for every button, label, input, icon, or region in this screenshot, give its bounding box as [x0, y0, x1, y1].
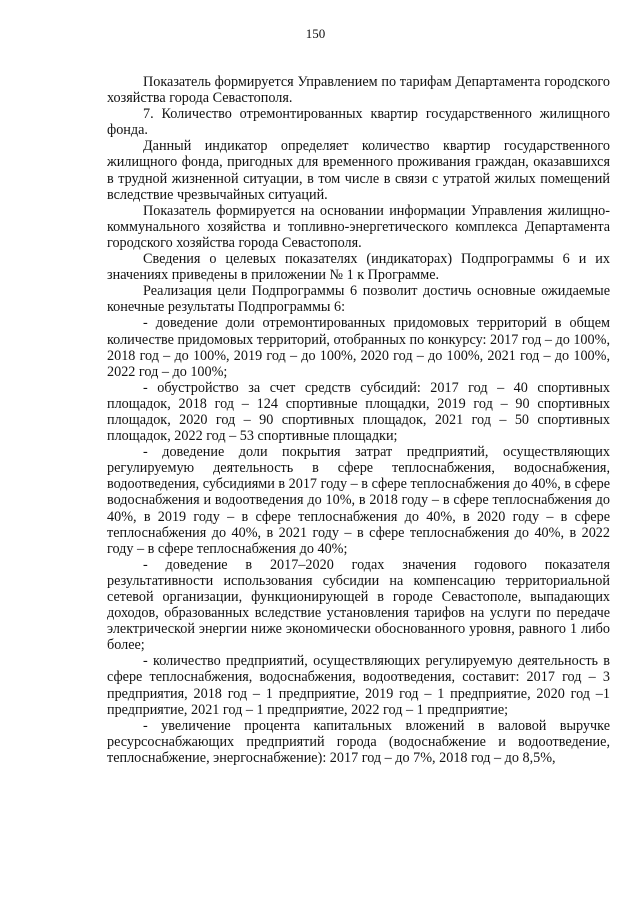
document-body — [107, 74, 610, 766]
list-item-yard-repair-share: - доведение доли отремонтированных придомовых территорий в общем количестве придомовых территорий, отобранных по конкурсу: 2017 год – до 100%, 2018 год – до 100%, 2019 год – до 100%, 2020 год – до 100%, 2021 год – до 100%, 2022 год – до 100%; — [107, 315, 610, 380]
paragraph-indicator-7-title: 7. Количество отремонтированных квартир государственного жилищного фонда. — [107, 106, 610, 139]
list-item-subsidy-effectiveness: - доведение в 2017–2020 годах значения годового показателя результативности использования субсидии на компенсацию территориальной сетевой организации, функционирующей в городе Севастополе, выпадающих доходов, образованных вследствие установления тарифов на услуги по передаче электрической энергии ниже экономически обоснованного уровня, равного 1 либо более; — [107, 556, 610, 654]
list-item-sports-grounds: - обустройство за счет средств субсидий: 2017 год – 40 спортивных площадок, 2018 год – 124 спортивные площадки, 2019 год – 90 спортивных площадок, 2020 год – 90 спортивных площадок, 2021 год – 50 спортивных площадок, 2022 год – 53 спортивные площадки; — [107, 379, 610, 445]
paragraph-indicator-7-source: Показатель формируется на основании информации Управления жилищно-коммунального хозяйства и топливно-энергетического комплекса Департамента городского хозяйства города Севастополя. — [107, 202, 610, 251]
paragraph-expected-results-intro: Реализация цели Подпрограммы 6 позволит достичь основные ожидаемые конечные результаты Подпрограммы 6: — [107, 283, 610, 316]
paragraph-tariff-source: Показатель формируется Управлением по тарифам Департамента городского хозяйства города Севастополя. — [107, 74, 610, 107]
paragraph-targets-reference: Сведения о целевых показателях (индикаторах) Подпрограммы 6 и их значениях приведены в приложении № 1 к Программе. — [107, 251, 610, 284]
list-item-regulated-enterprises: - количество предприятий, осуществляющих регулируемую деятельность в сфере теплоснабжения, водоснабжения, водоотведения, составит: 2017 год – 3 предприятия, 2018 год – 1 предприятие, 2019 год – 1 предприятие, 2020 год –1 предприятие, 2021 год – 1 предприятие, 2022 год – 1 предприятие; — [107, 653, 610, 718]
page-number: 150 — [305, 26, 326, 41]
list-item-capital-investment-share: - увеличение процента капитальных вложений в валовой выручке ресурсоснабжающих предприятий города (водоснабжение и водоотведение, теплоснабжение, энергоснабжение): 2017 год – до 7%, 2018 год – до 8,5%, — [107, 717, 610, 766]
list-item-cost-coverage-share: - доведение доли покрытия затрат предприятий, осуществляющих регулируемую деятельность в сфере теплоснабжения, водоснабжения, водоотведения, субсидиями в 2017 году – в сфере теплоснабжения до 40%, в сфере водоснабжения и водоотведения до 10%, в 2018 году – в сфере теплоснабжения до 40%, в 2019 году – в сфере теплоснабжения до 40%, в 2020 году – в сфере теплоснабжения до 40%, в 2021 году – в сфере теплоснабжения до 40%, в 2022 году – в сфере теплоснабжения до 40%; — [107, 444, 610, 557]
paragraph-indicator-7-description: Данный индикатор определяет количество квартир государственного жилищного фонда, пригодных для временного проживания граждан, оказавшихся в трудной жизненной ситуации, в том числе в связи с утратой жилых помещений вследствие чрезвычайных ситуаций. — [107, 138, 610, 203]
